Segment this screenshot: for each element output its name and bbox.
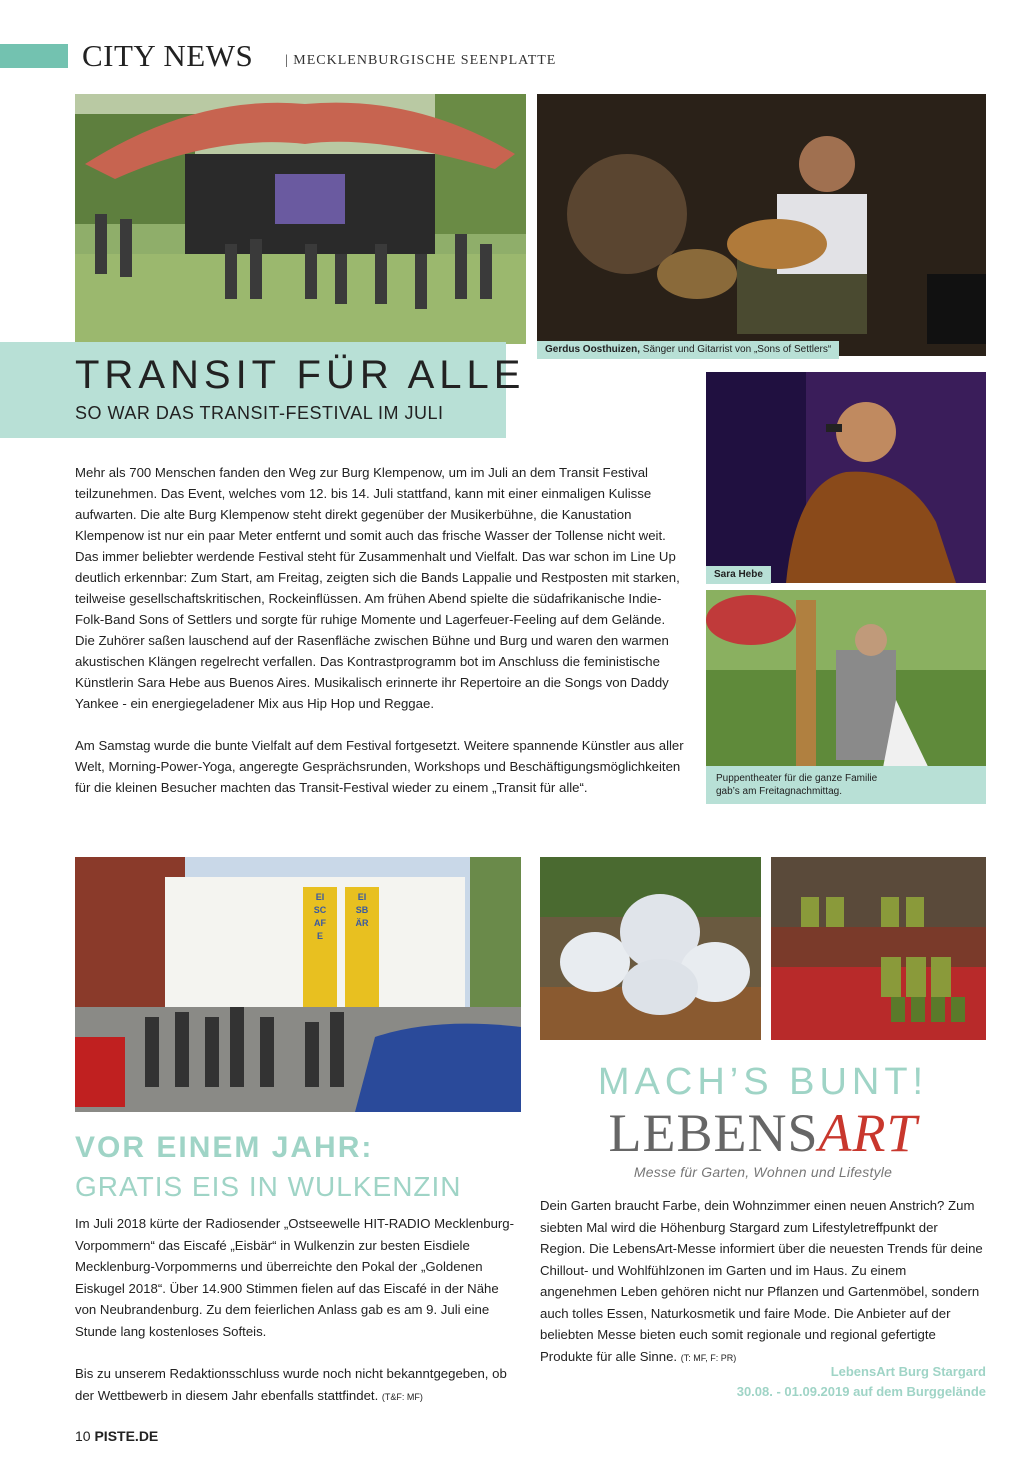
guitarist-caption	[537, 341, 839, 359]
article-title: TRANSIT FÜR ALLE	[75, 353, 526, 397]
article2-paragraph-1: Im Juli 2018 kürte der Radiosender „Ostseewelle HIT-RADIO Mecklenburg-Vorpommern“ das Eiscafé „Eisbär“ in Wulkenzin zur besten Eisdiele Mecklenburg-Vorpommerns und überreichte den Pokal der „Goldenen Eiskugel 2018“. Über 14.900 Stimmen fielen auf das Eiscafé in der Nähe von Neubrandenburg. Zu dem feierlichen Anlass gab es am 9. Juli eine Stunde lang kostenloses Softeis.	[75, 1216, 515, 1339]
event-title: LebensArt Burg Stargard	[830, 1364, 986, 1379]
eisbaer-sign: EISBÄR	[355, 892, 369, 928]
article3-paragraph: Dein Garten braucht Farbe, dein Wohnzimmer einen neuen Anstrich? Zum siebten Mal wird die Höhenburg Stargard zum Lifestyletreffpunkt der Region. Die LebensArt-Messe informiert über die neuesten Trends für deine Chillout- und Wohlfühlzonen im Garten und im Haus. Zu einem angenehmen Leben gehören nicht nur Pflanzen und Gartenmöbel, sondern auch tolles Essen, Naturkosmetik und faire Mode. Die Anbieter auf der beliebten Messe bieten euch somit regionale und regional gefertigte Produkte für alle Sinne.	[540, 1198, 983, 1364]
sara-hebe-photo	[706, 372, 986, 583]
jars-market-photo	[771, 857, 986, 1040]
eiscafe-sign: EISCAFE	[313, 892, 327, 941]
festival-stage-photo	[75, 94, 526, 344]
article3-title: MACH’S BUNT!	[597, 1061, 929, 1103]
event-dates: 30.08. - 01.09.2019 auf dem Burggelände	[736, 1384, 986, 1399]
brand-name: PISTE.DE	[94, 1428, 159, 1444]
event-info	[540, 1362, 986, 1402]
lebensart-logo	[540, 1104, 986, 1180]
article2-paragraph-2-text: Bis zu unserem Redaktionsschluss wurde noch nicht bekanntgegeben, ob der Wettbewerb in diesem Jahr ebenfalls stattfindet.	[75, 1366, 507, 1403]
puppet-caption	[706, 766, 986, 804]
logo-lebens: LEBENS	[608, 1103, 819, 1163]
article2-title: VOR EINEM JAHR:	[75, 1131, 374, 1164]
article-subtitle: SO WAR DAS TRANSIT-FESTIVAL IM JULI	[75, 403, 444, 423]
article3-body	[540, 1195, 986, 1369]
article-paragraph-1: Mehr als 700 Menschen fanden den Weg zur Burg Klempenow, um im Juli an dem Transit Festival teilzunehmen. Das Event, welches vom 12. bis 14. Juli stattfand, kann mit einer einmaligen Kulisse aufwarten. Die alte Burg Klempenow steht direkt gegenüber der Musikerbühne, die Kanustation Klempenow ist nur ein paar Meter entfernt und somit auch das frische Wasser der Tollense nicht weit. Das immer beliebter werdende Festival steht für Zusammenhalt und Vielfalt. Das war schon im Line Up deutlich erkennbar: Zum Start, am Freitag, zeigten sich die Bands Lappalie und Restposten mit starken, teilweise gesellschaftskritischen, Rockeinflüssen. Am frühen Abend spielte die südafrikanische Indie-Folk-Band Sons of Settlers und sorgte für ruhige Momente und Lagerfeuer-Feeling auf dem Gelände. Die Zuhörer saßen lauschend auf der Rasenfläche zwischen Bühne und Burg und waren den warmen akustischen Klängen regelrecht verfallen. Das Kontrastprogramm bot im Anschluss die feministische Künstlerin Sara Hebe aus Buenos Aires. Musikalisch erinnerte ihr Repertoire an die Songs von Daddy Yankee - ein energiegeladener Mix aus Hip Hop und Reggae.	[75, 465, 680, 711]
article2-paragraph-2	[75, 1363, 520, 1408]
article2-subtitle: GRATIS EIS IN WULKENZIN	[75, 1171, 462, 1202]
page-footer	[75, 1427, 158, 1445]
puppet-caption-line2: gab’s am Freitagnachmittag.	[716, 786, 842, 797]
article2-body	[75, 1213, 520, 1429]
singer-name: Gerdus Oosthuizen,	[545, 344, 641, 355]
article-body	[75, 462, 685, 819]
guitarist-photo	[537, 94, 986, 356]
logo-art: ART	[818, 1103, 918, 1163]
lebensart-logo-text	[540, 1104, 986, 1162]
article3-credit: (T: MF, F: PR)	[680, 1352, 737, 1363]
section-title: CITY NEWS	[82, 38, 254, 73]
eiscafe-photo	[75, 857, 521, 1112]
article2-credit: (T&F: MF)	[381, 1391, 423, 1402]
sara-caption: Sara Hebe	[706, 566, 771, 584]
ceramics-photo	[540, 857, 761, 1040]
page-number: 10	[75, 1428, 91, 1444]
singer-description: Sänger und Gitarrist von „Sons of Settlers“	[640, 344, 832, 355]
header-accent-bar	[0, 44, 68, 68]
logo-tagline: Messe für Garten, Wohnen und Lifestyle	[633, 1164, 893, 1180]
region-label: | MECKLENBURGISCHE SEENPLATTE	[285, 53, 557, 68]
article-paragraph-2: Am Samstag wurde die bunte Vielfalt auf dem Festival fortgesetzt. Weitere spannende Künstler aus aller Welt, Morning-Power-Yoga, angeregte Gesprächsrunden, Workshops und Beschäftigungsmöglichkeiten für die kleinen Besucher machten das Transit-Festival wieder zu einem „Transit für alle“.	[75, 738, 684, 795]
puppet-caption-line1: Puppentheater für die ganze Familie	[716, 773, 878, 784]
